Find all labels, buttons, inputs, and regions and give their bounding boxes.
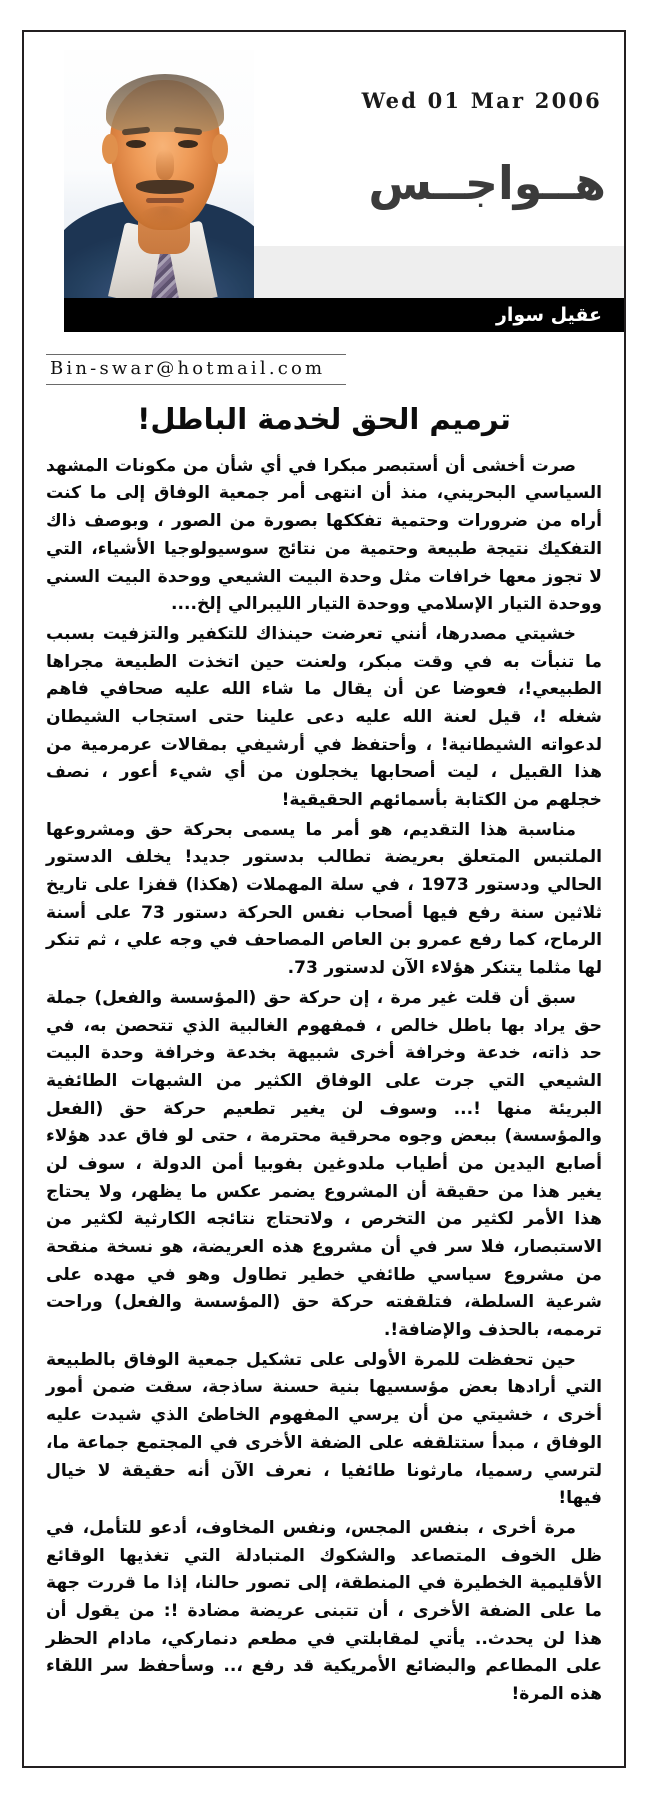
masthead — [24, 32, 624, 332]
publication-date: Wed 01 Mar 2006 — [361, 88, 602, 113]
article-body — [46, 402, 602, 1709]
author-portrait-photo — [64, 50, 254, 298]
photo-ear-left — [102, 134, 118, 164]
article-paragraph: مناسبة هذا التقديم، هو أمر ما يسمى بحركة حق ومشروعها الملتبس المتعلق بعريضة تطالب بدستور جديد! يخلف الدستور الحالي ودستور 1973 ، في سلة المهملات (هكذا) قفزا على تاريخ ثلاثين سنة رفع فيها أصحاب نفس الحركة دستور 73 على أسنة الرماح، كما رفع عمرو بن العاص المصاحف في وجه علي ، ثم تنكر لها مثلما يتنكر هؤلاء الآن لدستور 73. — [46, 819, 603, 979]
article-headline: ترميم الحق لخدمة الباطل! — [137, 402, 511, 436]
photo-chin — [140, 206, 190, 228]
author-email[interactable]: Bin-swar@hotmail.com — [50, 358, 326, 379]
author-name: عقيل سوار — [495, 304, 602, 326]
column-title: هــواجــس — [368, 156, 606, 210]
photo-nose — [156, 150, 174, 180]
photo-eye-right — [178, 140, 198, 148]
masthead-right-block — [254, 32, 624, 298]
article-paragraph: حين تحفظت للمرة الأولى على تشكيل جمعية الوفاق بالطبيعة التي أرادها بعض مؤسسيها بنية حسنة ساذجة، سقت ضمن أمور أخرى ، خشيتي من أن يرسي المفهوم الخاطئ الذي شيدت عليه الوفاق ، مبدأ ستتلقفه على الضفة الأخرى في المجتمع جماعة ما، لترسي رسميا، مارثونا طائفيا ، نعرف الآن أنه حقيقة لا خيال فيها! — [46, 1349, 602, 1509]
photo-moustache — [136, 180, 194, 194]
article-paragraph: صرت أخشى أن أستبصر مبكرا في أي شأن من مكونات المشهد السياسي البحريني، منذ أن انتهى أمر جمعية الوفاق إلى ما كنت أراه من ضرورات وحتمية تفككها بصورة من الصور ، وبوصف ذاك التفكيك نتيجة طبيعة وحتمية من نتائج سوسيولوجيا الأشياء، التي لا تجوز معها خرافات مثل وحدة البيت الشيعي ووحدة البيت السني ووحدة التيار الإسلامي ووحدة التيار الليبرالي إلخ.... — [46, 455, 602, 615]
page-border-frame — [22, 30, 626, 1768]
author-name-bar — [64, 298, 624, 332]
masthead-gray-band — [254, 246, 624, 298]
article-paragraph: خشيتي مصدرها، أنني تعرضت حينذاك للتكفير والتزفيت بسبب ما تنبأت به في وقت مبكر، ولعنت حين اتخذت الطبيعة مجراها الطبيعي!، فعوضا عن أن يقال ما شاء الله عليه صحافي فاهم شغله !، قيل لعنة الله عليه دعى علينا حتى استجاب الشيطان لدعواته الشيطانية! ، وأحتفظ في أرشيفي بمقالات عرمرمية من هذا القبيل ، ليت أصحابها يخجلون من أي شيء أعور ، نصف خجلهم من الكتابة بأسمائهم الحقيقية! — [46, 623, 602, 811]
photo-eye-left — [126, 140, 146, 148]
article-paragraph: مرة أخرى ، بنفس المجس، ونفس المخاوف، أدعو للتأمل، في ظل الخوف المتصاعد والشكوك المتبادلة التي تغذيها الوقائع الأقليمية الخطيرة في المنطقة، إلى تصور حالنا، إذا ما قررت جهة ما على الضفة الأخرى ، أن تتبنى عريضة مضادة !: من يقول أن هذا لن يحدث.. يأتي لمقابلتي في مطعم دنماركي، مادام الحظر على المطاعم والبضائع الأمريكية قد رفع ،.. وسأحفظ سر اللقاء هذه المرة! — [46, 1517, 602, 1705]
photo-ear-right — [212, 134, 228, 164]
article-paragraph: سبق أن قلت غير مرة ، إن حركة حق (المؤسسة والفعل) جملة حق يراد بها باطل خالص ، فمفهوم الغالبية الذي تتحصن به، في حد ذاته، خدعة وخرافة أخرى شبيهة بخدعة وخرافة وحدة البيت الشيعي التي جرت على الوفاق الكثير من الشبهات الطائفية البريئة منها !... وسوف لن يغير تطعيم حركة حق (الفعل والمؤسسة) ببعض وجوه محرقية محترمة ، حتى لو فاق عدد هؤلاء أصابع اليدين من أطياب ملدوغين بفوبيا أمن الدولة ، سوف لن يغير هذا من حقيقة أن المشروع يضمر عكس ما يظهر، ولا يحتاج هذا الأمر لكثير من التخرص ، ولاتحتاج نتائجه الكارثية لكثير من الاستبصار، فلا سر في أن مشروع هذه العريضة، هو نسخة منقحة من مشروع سياسي طائفي خطير تطاول وهو في مهده على شرعية السلطة، فتلقفته حركة حق (المؤسسة والفعل) وراحت ترممه، بالحذف والإضافة!. — [46, 987, 602, 1341]
photo-mouth — [146, 198, 184, 203]
author-email-block — [46, 354, 346, 385]
